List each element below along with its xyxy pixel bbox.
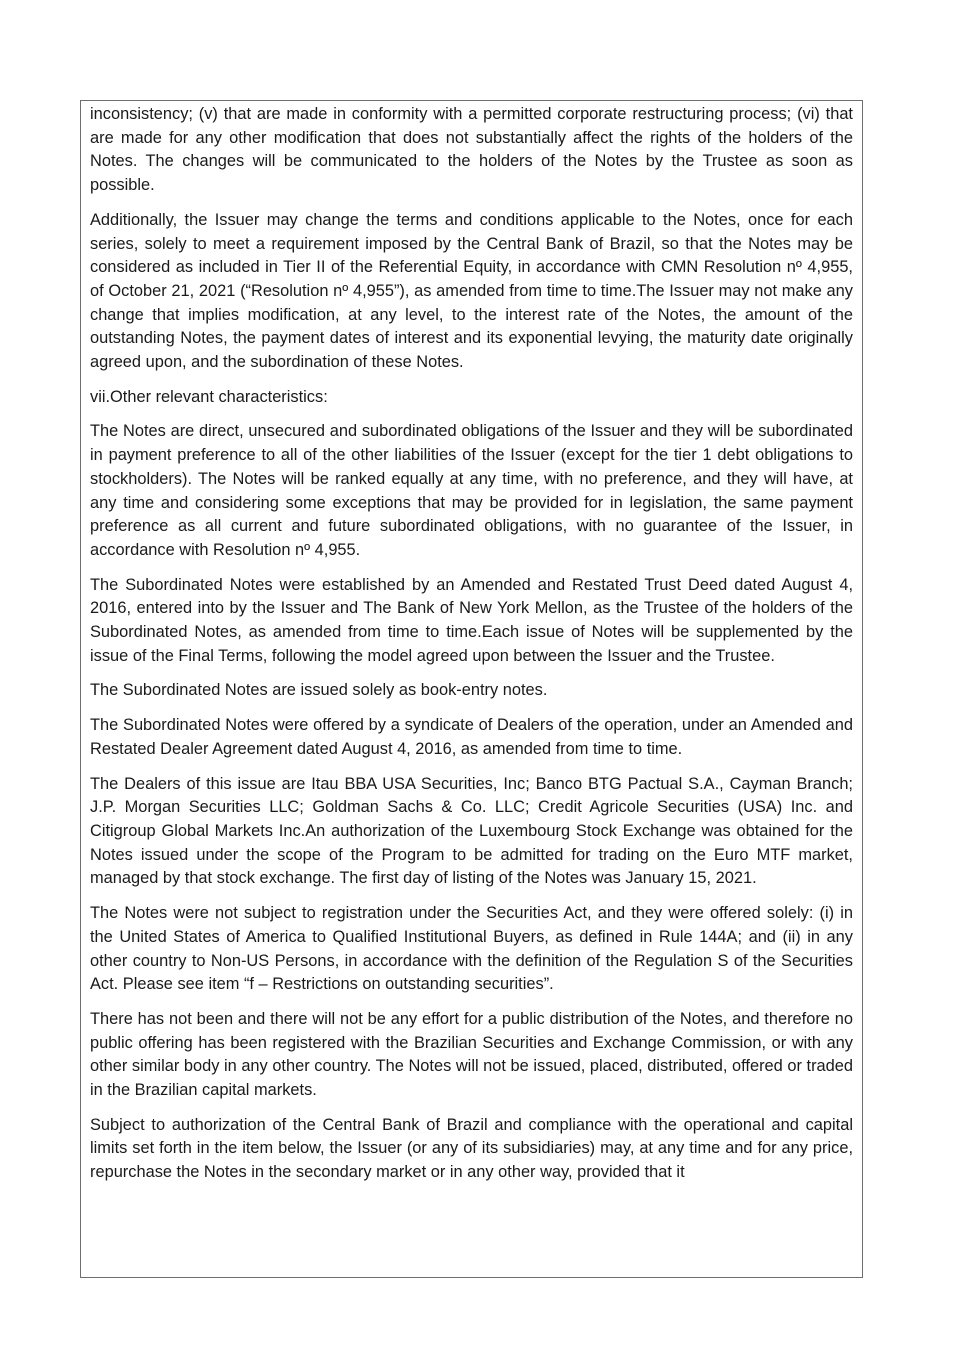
paragraph-subordination: The Notes are direct, unsecured and subordinated obligations of the Issuer and they will be subordinated in payment preference to all of the other liabilities of the Issuer (except for the tier 1 debt obligations to stockholders). The Notes will be ranked equally at any time, with no preference, and they will have, at any time and considering some exceptions that may be provided for in legislation, the same payment preference as all current and future subordinated obligations, with no guarantee of the Issuer, in accordance with Resolution nº 4,955. xyxy=(90,422,853,559)
section-heading-other-characteristics: vii.Other relevant characteristics: xyxy=(90,387,328,406)
paragraph-trust-deed: The Subordinated Notes were established by an Amended and Restated Trust Deed dated August 4, 2016, entered into by the Issuer and The Bank of New York Mellon, as the Trustee of the holders of the Subordinated Notes, as amended from time to time.Each issue of Notes will be supplemented by the issue of the Final Terms, following the model agreed upon between the Issuer and the Trustee. xyxy=(90,575,853,665)
paragraph-no-public-offering: There has not been and there will not be any effort for a public distribution of the Notes, and therefore no public offering has been registered with the Brazilian Securities and Exchange Commission, or with any other similar body in any other country. The Notes will not be issued, placed, distributed, offered or traded in the Brazilian capital markets. xyxy=(90,1009,853,1100)
paragraph-book-entry: The Subordinated Notes are issued solely as book-entry notes. xyxy=(90,681,548,700)
paragraph-dealers-listing: The Dealers of this issue are Itau BBA USA Securities, Inc; Banco BTG Pactual S.A., Cayman Branch; J.P. Morgan Securities LLC; Goldman Sachs & Co. LLC; Credit Agricole Securities (USA) Inc. and Citigroup Global Markets Inc.An authorization of the Luxembourg Stock Exchange was obtained for the Notes issued under the scope of the Program to be admitted for trading on the Euro MTF market, managed by that stock exchange. The first day of listing of the Notes was January 15, 2021. xyxy=(90,774,853,888)
paragraph-repurchase: Subject to authorization of the Central Bank of Brazil and compliance with the operational and capital limits set forth in the item below, the Issuer (or any of its subsidiaries) may, at any time and for any price, repurchase the Notes in the secondary market or in any other way, provided that it xyxy=(90,1115,853,1182)
document-text-box xyxy=(80,100,863,1278)
paragraph-central-bank-changes: Additionally, the Issuer may change the terms and conditions applicable to the Notes, once for each series, solely to meet a requirement imposed by the Central Bank of Brazil, so that the Notes may be considered as included in Tier II of the Referential Equity, in accordance with CMN Resolution nº 4,955, of October 21, 2021 (“Resolution nº 4,955”), as amended from time to time.The Issuer may not make any change that implies modification, at any level, to the interest rate of the Notes, the amount of the outstanding Notes, the payment dates of interest and its exponential levying, the maturity date originally agreed upon, and the subordination of these Notes. xyxy=(90,210,853,372)
paragraph-dealer-agreement: The Subordinated Notes were offered by a syndicate of Dealers of the operation, under an Amended and Restated Dealer Agreement dated August 4, 2016, as amended from time to time. xyxy=(90,716,853,758)
paragraph-amendment-conditions: inconsistency; (v) that are made in conformity with a permitted corporate restructuring process; (vi) that are made for any other modification that does not substantially affect the rights of the holders of the Notes. The changes will be communicated to the holders of the Notes by the Trustee as soon as possible. xyxy=(90,105,853,195)
paragraph-securities-act: The Notes were not subject to registration under the Securities Act, and they were offered solely: (i) in the United States of America to Qualified Institutional Buyers, as defined in Rule 144A; and (ii) in any other country to Non-US Persons, in accordance with the definition of the Regulation S of the Securities Act. Please see item “f – Restrictions on outstanding securities”. xyxy=(90,904,853,994)
